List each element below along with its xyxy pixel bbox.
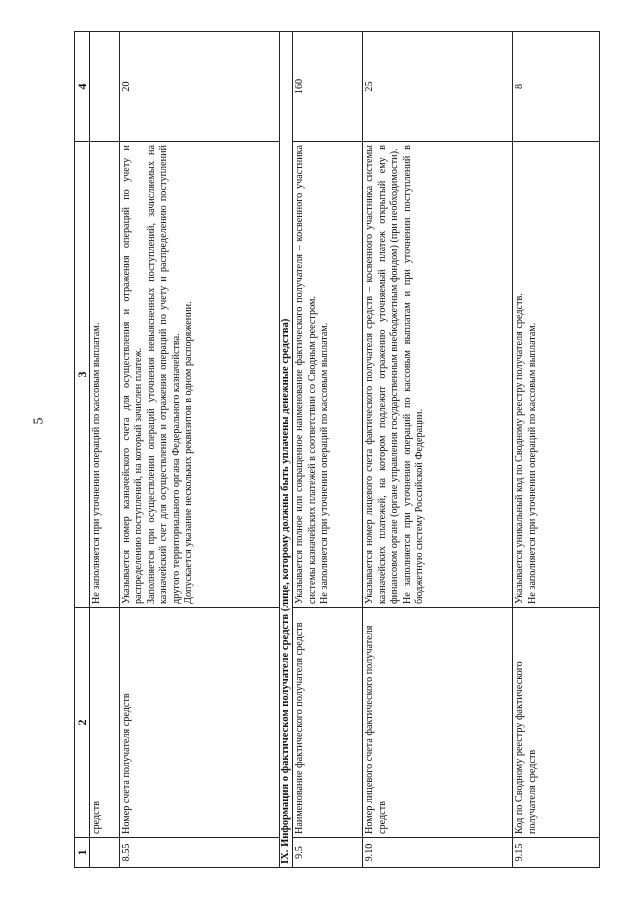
description-paragraph: Не заполняется при уточнении операций по кассовым выплатам. <box>526 322 538 604</box>
description-paragraph: Указывается номер лицевого счета фактического получателя средств – косвенного участника системы казначейских платежей, на котором подлежит отражению уточняемый платеж открытый ему в финансовом органе (органе управления государственным внебюджетным фондом) (при необходимости). <box>364 145 401 604</box>
field-description <box>293 142 363 608</box>
header-col-1: 1 <box>75 838 90 868</box>
table-row <box>293 32 363 868</box>
row-number: 9.10 <box>363 838 513 868</box>
field-length: 160 <box>293 32 363 142</box>
field-length: 20 <box>120 32 280 142</box>
row-number: 9.5 <box>293 838 363 868</box>
field-name: Номер лицевого счета фактического получателя средств <box>363 608 513 838</box>
description-paragraph: Указывается полное или сокращенное наименование фактического получателя – косвенного участника системы казначейских платежей в соответствии со Сводным реестром. <box>294 145 318 604</box>
row-number: 8.55 <box>120 838 280 868</box>
table-row <box>120 32 280 868</box>
description-paragraph: Допускается указание нескольких реквизитов в одном распоряжении. <box>183 301 195 604</box>
table-row <box>90 32 120 868</box>
field-description <box>363 142 513 608</box>
field-description <box>90 142 120 608</box>
field-description <box>120 142 280 608</box>
field-name: средств <box>90 608 120 838</box>
requisites-table <box>74 31 600 868</box>
header-row <box>75 32 90 868</box>
section-title: IX. Информация о фактическом получателе средств (лице, которому должны быть уплачены денежные средства) <box>280 32 293 868</box>
table-row <box>513 32 600 868</box>
row-number: 9.15 <box>513 838 600 868</box>
section-header-row <box>280 32 293 868</box>
field-description <box>513 142 600 608</box>
description-paragraph: Заполняется при осуществлении операций уточнения невыясненных поступлений, зачисляемых на казначейский счет для осуществления и отражения операций по учету и распределению поступлений другого территориального органа Федерального казначейства. <box>145 145 182 604</box>
description-paragraph: Указывается номер казначейского счета для осуществления и отражения операций по учету и распределению поступлений, на который зачислен платеж. <box>121 145 145 604</box>
row-number <box>90 838 120 868</box>
description-paragraph: Не заполняется при уточнении операций по кассовым выплатам. <box>319 322 331 604</box>
description-paragraph: Указывается уникальный код по Сводному реестру получателя средств. <box>514 293 526 604</box>
table-row <box>363 32 513 868</box>
rotated-table-container <box>74 32 600 868</box>
field-length: 25 <box>363 32 513 142</box>
field-length: 8 <box>513 32 600 142</box>
field-length <box>90 32 120 142</box>
field-name: Код по Сводному реестру фактического получателя средств <box>513 608 600 838</box>
description-paragraph: Не заполняется при уточнении операций по кассовым выплатам. <box>91 322 102 604</box>
field-name: Наименование фактического получателя средств <box>293 608 363 838</box>
header-col-2: 2 <box>75 608 90 838</box>
description-paragraph: Не заполняется при уточнении операций по кассовым выплатам и при уточнении поступлений в бюджетную систему Российской Федерации. <box>401 145 426 604</box>
field-name: Номер счета получателя средств <box>120 608 280 838</box>
page-number: 5 <box>31 417 47 425</box>
header-col-4: 4 <box>75 32 90 142</box>
header-col-3: 3 <box>75 142 90 608</box>
